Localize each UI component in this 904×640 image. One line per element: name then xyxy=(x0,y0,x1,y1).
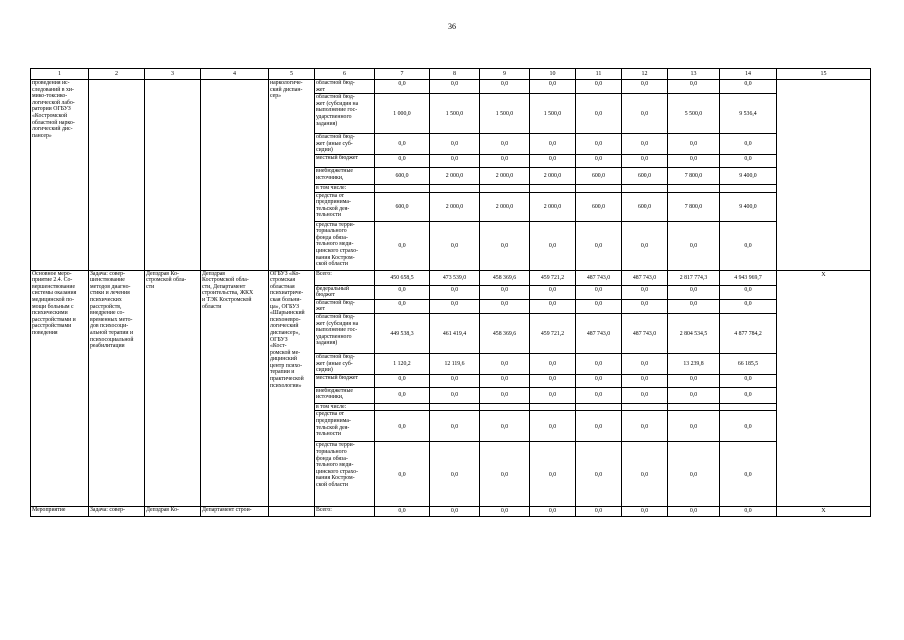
table-row xyxy=(31,80,871,94)
column-number-14: 14 xyxy=(720,69,777,80)
amount-cell: 0,0 xyxy=(375,221,430,270)
amount-cell: 0,0 xyxy=(622,387,668,403)
funding-source: местный бюджет xyxy=(315,154,375,167)
recipient-cell xyxy=(269,507,315,517)
amount-cell: 0,0 xyxy=(530,411,576,442)
funding-source: средства от предпринима- тельской дея- тельности xyxy=(315,411,375,442)
amount-cell: 1 500,0 xyxy=(530,94,576,134)
amount-cell: 0,0 xyxy=(430,221,480,270)
amount-cell: 0,0 xyxy=(576,221,622,270)
funding-source: Всего: xyxy=(315,270,375,285)
amount-cell: 0,0 xyxy=(430,387,480,403)
amount-cell: 9 536,4 xyxy=(720,94,777,134)
amount-cell: 0,0 xyxy=(668,154,720,167)
column-number-3: 3 xyxy=(145,69,201,80)
funding-source: областной бюд- жет xyxy=(315,80,375,94)
table-row xyxy=(31,507,871,517)
customer-cell xyxy=(145,80,201,271)
amount-cell: 0,0 xyxy=(530,221,576,270)
amount-cell xyxy=(622,403,668,411)
amount-cell: 0,0 xyxy=(720,221,777,270)
amount-cell: 0,0 xyxy=(576,299,622,313)
amount-cell: 0,0 xyxy=(375,387,430,403)
amount-cell: 0,0 xyxy=(720,285,777,299)
funding-source: средства от предпринима- тельской дея- тельности xyxy=(315,192,375,221)
amount-cell: 0,0 xyxy=(530,374,576,387)
note-cell: Х xyxy=(777,270,871,507)
amount-cell: 0,0 xyxy=(480,80,530,94)
amount-cell: 0,0 xyxy=(668,411,720,442)
amount-cell: 2 817 774,3 xyxy=(668,270,720,285)
amount-cell: 0,0 xyxy=(530,154,576,167)
amount-cell: 0,0 xyxy=(720,299,777,313)
column-number-2: 2 xyxy=(89,69,145,80)
amount-cell: 2 000,0 xyxy=(480,167,530,184)
amount-cell: 0,0 xyxy=(668,387,720,403)
amount-cell xyxy=(622,184,668,192)
column-number-13: 13 xyxy=(668,69,720,80)
amount-cell xyxy=(480,184,530,192)
amount-cell xyxy=(430,184,480,192)
funding-source: местный бюджет xyxy=(315,374,375,387)
amount-cell: 0,0 xyxy=(375,134,430,155)
column-number-15: 15 xyxy=(777,69,871,80)
amount-cell: 0,0 xyxy=(622,353,668,374)
amount-cell: 0,0 xyxy=(668,299,720,313)
amount-cell: 0,0 xyxy=(375,442,430,507)
amount-cell: 0,0 xyxy=(622,285,668,299)
amount-cell: 0,0 xyxy=(375,374,430,387)
table-row xyxy=(31,270,871,285)
amount-cell: 0,0 xyxy=(530,134,576,155)
amount-cell: 0,0 xyxy=(530,442,576,507)
amount-cell: 459 721,2 xyxy=(530,313,576,353)
funding-source: в том числе: xyxy=(315,184,375,192)
amount-cell xyxy=(668,184,720,192)
amount-cell: 487 743,0 xyxy=(576,270,622,285)
amount-cell: 0,0 xyxy=(430,285,480,299)
amount-cell: 0,0 xyxy=(668,221,720,270)
funding-source: областной бюд- жет (субсидия на выполнение гос- ударственного задания) xyxy=(315,313,375,353)
amount-cell: 1 500,0 xyxy=(430,94,480,134)
amount-cell: 2 000,0 xyxy=(430,192,480,221)
amount-cell xyxy=(375,184,430,192)
amount-cell: 9 400,0 xyxy=(720,192,777,221)
amount-cell xyxy=(576,184,622,192)
amount-cell: 1 120,2 xyxy=(375,353,430,374)
amount-cell: 2 000,0 xyxy=(530,167,576,184)
column-number-11: 11 xyxy=(576,69,622,80)
amount-cell: 4 877 784,2 xyxy=(720,313,777,353)
amount-cell: 0,0 xyxy=(576,374,622,387)
amount-cell: 600,0 xyxy=(622,192,668,221)
amount-cell: 0,0 xyxy=(720,134,777,155)
column-number-7: 7 xyxy=(375,69,430,80)
amount-cell: 600,0 xyxy=(576,192,622,221)
amount-cell: 0,0 xyxy=(480,299,530,313)
column-number-9: 9 xyxy=(480,69,530,80)
funding-source: внебюджетные источники, xyxy=(315,167,375,184)
column-number-10: 10 xyxy=(530,69,576,80)
amount-cell: 0,0 xyxy=(720,154,777,167)
amount-cell: 0,0 xyxy=(480,285,530,299)
amount-cell: 0,0 xyxy=(576,507,622,517)
amount-cell xyxy=(375,403,430,411)
amount-cell: 0,0 xyxy=(622,221,668,270)
amount-cell: 0,0 xyxy=(622,374,668,387)
amount-cell: 0,0 xyxy=(576,134,622,155)
amount-cell: 0,0 xyxy=(430,154,480,167)
amount-cell: 0,0 xyxy=(480,387,530,403)
recipient-cell: ОГБУЗ «Ко- стромская областная психиатриче- ская больни- ца», ОГБУЗ «Шарьинский психоневро- логический диспансер», ОГБУЗ «Кост- ромской ме- дицинский центр психо- терапии и практической психологии» xyxy=(269,270,315,507)
amount-cell: 0,0 xyxy=(375,285,430,299)
column-number-12: 12 xyxy=(622,69,668,80)
amount-cell: 473 539,0 xyxy=(430,270,480,285)
amount-cell: 0,0 xyxy=(720,80,777,94)
executor-cell: Департамент строи- xyxy=(201,507,269,517)
amount-cell: 0,0 xyxy=(480,507,530,517)
amount-cell: 461 419,4 xyxy=(430,313,480,353)
column-number-1: 1 xyxy=(31,69,89,80)
amount-cell: 487 743,0 xyxy=(622,313,668,353)
amount-cell: 0,0 xyxy=(430,411,480,442)
amount-cell: 0,0 xyxy=(720,507,777,517)
amount-cell: 487 743,0 xyxy=(622,270,668,285)
amount-cell: 0,0 xyxy=(622,442,668,507)
amount-cell: 13 239,8 xyxy=(668,353,720,374)
activity-name: проведения ис- следований в хи- мико-токсико- логической лабо- ратории ОГБУЗ «Костромской областной нарко- логический дис- пансер» xyxy=(31,80,89,271)
funding-source: областной бюд- жет (субсидия на выполнение гос- ударственного задания) xyxy=(315,94,375,134)
amount-cell: 449 538,3 xyxy=(375,313,430,353)
amount-cell: 458 369,6 xyxy=(480,270,530,285)
amount-cell: 2 000,0 xyxy=(530,192,576,221)
column-number-5: 5 xyxy=(269,69,315,80)
amount-cell: 0,0 xyxy=(480,374,530,387)
amount-cell: 0,0 xyxy=(375,507,430,517)
recipient-cell: наркологиче- ский диспан- сер» xyxy=(269,80,315,271)
column-number-4: 4 xyxy=(201,69,269,80)
amount-cell xyxy=(720,184,777,192)
amount-cell: 1 000,0 xyxy=(375,94,430,134)
amount-cell: 600,0 xyxy=(375,192,430,221)
amount-cell: 0,0 xyxy=(622,80,668,94)
amount-cell: 0,0 xyxy=(576,154,622,167)
amount-cell: 0,0 xyxy=(576,80,622,94)
activity-name: Мероприятие xyxy=(31,507,89,517)
column-number-8: 8 xyxy=(430,69,480,80)
amount-cell: 0,0 xyxy=(480,154,530,167)
amount-cell: 0,0 xyxy=(430,374,480,387)
amount-cell xyxy=(576,403,622,411)
amount-cell: 0,0 xyxy=(668,442,720,507)
amount-cell: 0,0 xyxy=(530,387,576,403)
amount-cell: 0,0 xyxy=(430,507,480,517)
amount-cell: 0,0 xyxy=(720,387,777,403)
amount-cell: 0,0 xyxy=(375,299,430,313)
task-cell: Задача: совер- шенствование методов диагно- стики и лечения психических расстройств, внедрение со- временных мето- дов психосоци- альной терапии и психосоциальной реабилитации xyxy=(89,270,145,507)
amount-cell: 0,0 xyxy=(576,387,622,403)
executor-cell: Депздрав Костромской обла- сти, Департамент строительства, ЖКХ и ТЭК Костромской области xyxy=(201,270,269,507)
amount-cell: 0,0 xyxy=(430,442,480,507)
amount-cell: 9 400,0 xyxy=(720,167,777,184)
amount-cell: 450 658,5 xyxy=(375,270,430,285)
amount-cell: 0,0 xyxy=(430,299,480,313)
funding-source: Всего: xyxy=(315,507,375,517)
amount-cell: 0,0 xyxy=(668,134,720,155)
amount-cell: 600,0 xyxy=(375,167,430,184)
page-number: 36 xyxy=(448,22,456,31)
amount-cell: 0,0 xyxy=(668,80,720,94)
amount-cell: 0,0 xyxy=(622,411,668,442)
amount-cell: 0,0 xyxy=(530,507,576,517)
funding-source: областной бюд- жет (иные суб- сидии) xyxy=(315,134,375,155)
funding-source: средства терри- ториального фонда обяза- тельного меди- цинского страхо- вания Костром- ской области xyxy=(315,442,375,507)
funding-source: федеральный бюджет xyxy=(315,285,375,299)
amount-cell: 487 743,0 xyxy=(576,313,622,353)
amount-cell: 0,0 xyxy=(375,154,430,167)
customer-cell: Депздрав Ко- xyxy=(145,507,201,517)
column-number-6: 6 xyxy=(315,69,375,80)
amount-cell: 2 000,0 xyxy=(480,192,530,221)
amount-cell: 0,0 xyxy=(622,134,668,155)
amount-cell: 0,0 xyxy=(530,80,576,94)
amount-cell: 0,0 xyxy=(668,285,720,299)
amount-cell: 0,0 xyxy=(668,507,720,517)
amount-cell: 0,0 xyxy=(530,299,576,313)
amount-cell: 0,0 xyxy=(720,374,777,387)
note-cell xyxy=(777,80,871,271)
funding-source: областной бюд- жет xyxy=(315,299,375,313)
amount-cell: 0,0 xyxy=(720,442,777,507)
amount-cell xyxy=(430,403,480,411)
amount-cell: 2 804 534,5 xyxy=(668,313,720,353)
amount-cell xyxy=(480,403,530,411)
amount-cell: 0,0 xyxy=(720,411,777,442)
budget-table xyxy=(30,68,871,517)
amount-cell: 0,0 xyxy=(622,154,668,167)
amount-cell: 0,0 xyxy=(576,442,622,507)
amount-cell: 0,0 xyxy=(576,353,622,374)
amount-cell: 458 369,6 xyxy=(480,313,530,353)
amount-cell: 4 943 969,7 xyxy=(720,270,777,285)
amount-cell: 0,0 xyxy=(576,285,622,299)
amount-cell: 0,0 xyxy=(375,411,430,442)
amount-cell: 0,0 xyxy=(480,411,530,442)
amount-cell: 0,0 xyxy=(576,411,622,442)
header-row xyxy=(31,69,871,80)
amount-cell: 66 185,5 xyxy=(720,353,777,374)
amount-cell xyxy=(530,184,576,192)
amount-cell: 0,0 xyxy=(480,221,530,270)
amount-cell: 2 000,0 xyxy=(430,167,480,184)
customer-cell: Депздрав Ко- стромской обла- сти xyxy=(145,270,201,507)
funding-source: внебюджетные источники, xyxy=(315,387,375,403)
amount-cell: 0,0 xyxy=(480,134,530,155)
activity-name: Основное меро- приятие 2.4. Со- вершенствование системы оказания медицинской по- мощи больным с психическими расстройствами и расстройствами поведения xyxy=(31,270,89,507)
task-cell: Задача: совер- xyxy=(89,507,145,517)
amount-cell: 0,0 xyxy=(622,507,668,517)
executor-cell xyxy=(201,80,269,271)
amount-cell: 600,0 xyxy=(622,167,668,184)
amount-cell: 600,0 xyxy=(576,167,622,184)
amount-cell: 0,0 xyxy=(480,353,530,374)
amount-cell: 7 800,0 xyxy=(668,167,720,184)
funding-source: в том числе: xyxy=(315,403,375,411)
amount-cell xyxy=(530,403,576,411)
amount-cell: 7 800,0 xyxy=(668,192,720,221)
amount-cell: 0,0 xyxy=(430,80,480,94)
note-cell: Х xyxy=(777,507,871,517)
amount-cell: 0,0 xyxy=(430,134,480,155)
amount-cell: 0,0 xyxy=(375,80,430,94)
task-cell xyxy=(89,80,145,271)
amount-cell: 0,0 xyxy=(480,442,530,507)
funding-source: средства терри- ториального фонда обяза- тельного меди- цинского страхо- вания Костром- ской области xyxy=(315,221,375,270)
amount-cell xyxy=(720,403,777,411)
amount-cell: 0,0 xyxy=(668,374,720,387)
amount-cell: 12 119,6 xyxy=(430,353,480,374)
amount-cell xyxy=(668,403,720,411)
amount-cell: 0,0 xyxy=(530,285,576,299)
amount-cell: 1 500,0 xyxy=(480,94,530,134)
amount-cell: 0,0 xyxy=(530,353,576,374)
amount-cell: 0,0 xyxy=(622,94,668,134)
amount-cell: 0,0 xyxy=(622,299,668,313)
amount-cell: 0,0 xyxy=(576,94,622,134)
funding-source: областной бюд- жет (иные суб- сидии) xyxy=(315,353,375,374)
amount-cell: 5 500,0 xyxy=(668,94,720,134)
amount-cell: 459 721,2 xyxy=(530,270,576,285)
